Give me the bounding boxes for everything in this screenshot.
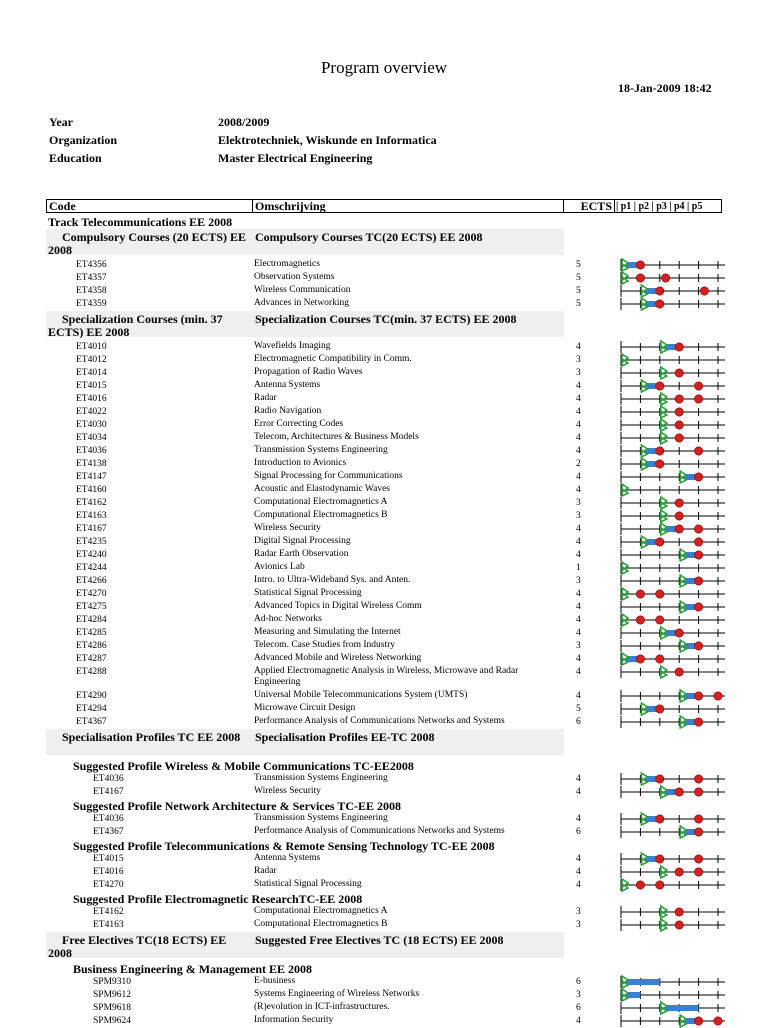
exam-dot-icon bbox=[675, 868, 683, 876]
course-code: ET4367 bbox=[76, 717, 107, 727]
course-ects: 4 bbox=[576, 420, 581, 430]
course-code: ET4010 bbox=[76, 342, 107, 352]
course-ects: 4 bbox=[576, 433, 581, 443]
course-code: ET4016 bbox=[76, 394, 107, 404]
exam-dot-icon bbox=[694, 855, 702, 863]
exam-dot-icon bbox=[694, 775, 702, 783]
course-description: Information Security bbox=[254, 1015, 334, 1025]
exam-dot-icon bbox=[661, 274, 669, 282]
period-schedule bbox=[617, 366, 725, 380]
period-schedule bbox=[617, 574, 725, 588]
period-schedule bbox=[617, 297, 725, 311]
period-schedule bbox=[617, 702, 725, 716]
course-description: Acoustic and Elastodynamic Waves bbox=[254, 484, 390, 494]
group-description: Compulsory Courses TC(20 ECTS) EE 2008 bbox=[255, 230, 483, 244]
period-schedule bbox=[617, 258, 725, 272]
group-label: Specialization Courses (min. 37 ECTS) EE 2008 bbox=[48, 312, 223, 339]
exam-dot-icon bbox=[675, 369, 683, 377]
exam-dot-icon bbox=[636, 261, 644, 269]
exam-dot-icon bbox=[694, 473, 702, 481]
exam-dot-icon bbox=[675, 343, 683, 351]
course-code: ET4147 bbox=[76, 472, 107, 482]
course-description: Avionics Lab bbox=[254, 562, 305, 572]
exam-dot-icon bbox=[656, 287, 664, 295]
period-schedule bbox=[617, 284, 725, 298]
exam-dot-icon bbox=[675, 629, 683, 637]
period-schedule bbox=[617, 613, 725, 627]
course-code: ET4015 bbox=[93, 854, 124, 864]
course-description: Signal Processing for Communications bbox=[254, 471, 403, 481]
course-code: ET4275 bbox=[76, 602, 107, 612]
period-schedule bbox=[617, 379, 725, 393]
course-description: Computational Electromagnetics B bbox=[254, 919, 388, 929]
exam-dot-icon bbox=[694, 395, 702, 403]
course-row bbox=[46, 716, 722, 729]
course-description: Performance Analysis of Communications Networks and Systems bbox=[254, 826, 505, 836]
course-code: ET4030 bbox=[76, 420, 107, 430]
course-description: Advances in Networking bbox=[254, 298, 349, 308]
course-description: Wavefields Imaging bbox=[254, 341, 331, 351]
period-schedule bbox=[617, 496, 725, 510]
course-code: ET4357 bbox=[76, 273, 107, 283]
group-description: Specialization Courses TC(min. 37 ECTS) EE 2008 bbox=[255, 312, 517, 326]
period-schedule bbox=[617, 522, 725, 536]
course-group-heading bbox=[46, 229, 564, 255]
period-schedule bbox=[617, 689, 725, 703]
track-heading: Track Telecommunications EE 2008 bbox=[48, 215, 233, 229]
course-description: Propagation of Radio Waves bbox=[254, 367, 363, 377]
period-schedule bbox=[617, 561, 725, 575]
period-schedule bbox=[617, 1001, 725, 1015]
course-ects: 4 bbox=[576, 615, 581, 625]
course-code: ET4034 bbox=[76, 433, 107, 443]
course-ects: 4 bbox=[576, 446, 581, 456]
course-description: Performance Analysis of Communications Networks and Systems bbox=[254, 716, 505, 726]
course-ects: 3 bbox=[576, 576, 581, 586]
meta-label: Organization bbox=[49, 133, 117, 147]
course-ects: 5 bbox=[576, 704, 581, 714]
course-description: Statistical Signal Processing bbox=[254, 588, 362, 598]
course-code: SPM9624 bbox=[93, 1016, 132, 1026]
course-code: ET4240 bbox=[76, 550, 107, 560]
course-group-heading bbox=[46, 311, 564, 337]
course-ects: 2 bbox=[576, 459, 581, 469]
exam-dot-icon bbox=[656, 775, 664, 783]
course-ects: 4 bbox=[576, 537, 581, 547]
period-schedule bbox=[617, 271, 725, 285]
course-code: ET4012 bbox=[76, 355, 107, 365]
course-ects: 4 bbox=[576, 880, 581, 890]
exam-dot-icon bbox=[656, 881, 664, 889]
course-description: Radio Navigation bbox=[254, 406, 322, 416]
course-description: Electromagnetic Compatibility in Comm. bbox=[254, 354, 412, 364]
exam-dot-icon bbox=[694, 382, 702, 390]
meta-value: Elektrotechniek, Wiskunde en Informatica bbox=[218, 133, 437, 147]
exam-dot-icon bbox=[700, 287, 708, 295]
course-ects: 4 bbox=[576, 867, 581, 877]
exam-dot-icon bbox=[675, 499, 683, 507]
course-code: ET4286 bbox=[76, 641, 107, 651]
course-code: ET4235 bbox=[76, 537, 107, 547]
course-ects: 4 bbox=[576, 472, 581, 482]
course-code: ET4162 bbox=[76, 498, 107, 508]
exam-dot-icon bbox=[675, 395, 683, 403]
exam-dot-icon bbox=[656, 815, 664, 823]
course-ects: 4 bbox=[576, 381, 581, 391]
exam-dot-icon bbox=[694, 551, 702, 559]
course-code: SPM9612 bbox=[93, 990, 132, 1000]
exam-dot-icon bbox=[656, 382, 664, 390]
group-label: Free Electives TC(18 ECTS) EE 2008 bbox=[48, 933, 227, 960]
meta-value: 2008/2009 bbox=[218, 115, 270, 129]
exam-dot-icon bbox=[675, 512, 683, 520]
period-schedule bbox=[617, 600, 725, 614]
course-code: ET4359 bbox=[76, 299, 107, 309]
profile-heading: Suggested Profile Telecommunications & Remote Sensing Technology TC-EE 2008 bbox=[73, 839, 495, 853]
exam-dot-icon bbox=[694, 525, 702, 533]
period-schedule bbox=[617, 418, 725, 432]
course-description: Radar bbox=[254, 866, 277, 876]
course-description: Computational Electromagnetics A bbox=[254, 497, 388, 507]
exam-dot-icon bbox=[656, 538, 664, 546]
course-ects: 4 bbox=[576, 691, 581, 701]
col-ects-header: ECTS bbox=[563, 199, 615, 213]
course-description: Telecom, Architectures & Business Models bbox=[254, 432, 419, 442]
course-ects: 3 bbox=[576, 511, 581, 521]
period-schedule bbox=[617, 405, 725, 419]
exam-dot-icon bbox=[656, 447, 664, 455]
course-row bbox=[46, 1015, 722, 1028]
course-description: Intro. to Ultra-Wideband Sys. and Anten. bbox=[254, 575, 411, 585]
profile-heading: Business Engineering & Management EE 2008 bbox=[73, 962, 313, 976]
course-description: Error Correcting Codes bbox=[254, 419, 344, 429]
course-ects: 4 bbox=[576, 485, 581, 495]
period-schedule bbox=[617, 905, 725, 919]
exam-dot-icon bbox=[714, 692, 722, 700]
exam-dot-icon bbox=[675, 408, 683, 416]
exam-dot-icon bbox=[656, 705, 664, 713]
exam-dot-icon bbox=[656, 616, 664, 624]
course-ects: 6 bbox=[576, 827, 581, 837]
course-description: Computational Electromagnetics B bbox=[254, 510, 388, 520]
course-code: ET4285 bbox=[76, 628, 107, 638]
course-code: ET4167 bbox=[93, 787, 124, 797]
period-schedule bbox=[617, 918, 725, 932]
course-code: ET4294 bbox=[76, 704, 107, 714]
course-description: Computational Electromagnetics A bbox=[254, 906, 388, 916]
course-ects: 4 bbox=[576, 628, 581, 638]
exam-dot-icon bbox=[694, 828, 702, 836]
course-ects: 4 bbox=[576, 524, 581, 534]
profile-heading: Suggested Profile Electromagnetic ResearchTC-EE 2008 bbox=[73, 892, 363, 906]
col-description-header: Omschrijving bbox=[252, 199, 564, 213]
course-code: ET4287 bbox=[76, 654, 107, 664]
meta-value: Master Electrical Engineering bbox=[218, 151, 373, 165]
course-description: Statistical Signal Processing bbox=[254, 879, 362, 889]
course-description: Ad-hoc Networks bbox=[254, 614, 322, 624]
course-code: ET4015 bbox=[76, 381, 107, 391]
course-code: ET4290 bbox=[76, 691, 107, 701]
course-code: ET4284 bbox=[76, 615, 107, 625]
exam-dot-icon bbox=[636, 590, 644, 598]
course-ects: 5 bbox=[576, 273, 581, 283]
course-code: ET4358 bbox=[76, 286, 107, 296]
period-schedule bbox=[617, 975, 725, 989]
exam-dot-icon bbox=[694, 642, 702, 650]
group-description: Suggested Free Electives TC (18 ECTS) EE 2008 bbox=[255, 933, 504, 947]
exam-dot-icon bbox=[656, 300, 664, 308]
course-row bbox=[46, 919, 722, 932]
exam-dot-icon bbox=[636, 881, 644, 889]
exam-dot-icon bbox=[694, 718, 702, 726]
course-description: Transmission Systems Engineering bbox=[254, 813, 388, 823]
course-code: ET4022 bbox=[76, 407, 107, 417]
course-description: Wireless Security bbox=[254, 523, 321, 533]
period-schedule bbox=[617, 865, 725, 879]
course-description: E-business bbox=[254, 976, 296, 986]
course-code: SPM9310 bbox=[93, 977, 132, 987]
exam-dot-icon bbox=[675, 788, 683, 796]
period-schedule bbox=[617, 587, 725, 601]
profile-heading: Suggested Profile Network Architecture & Services TC-EE 2008 bbox=[73, 799, 402, 813]
col-code-header: Code bbox=[46, 199, 253, 213]
exam-dot-icon bbox=[636, 274, 644, 282]
exam-dot-icon bbox=[656, 460, 664, 468]
course-description: Wireless Communication bbox=[254, 285, 351, 295]
course-ects: 3 bbox=[576, 498, 581, 508]
course-ects: 6 bbox=[576, 1003, 581, 1013]
course-ects: 4 bbox=[576, 667, 581, 677]
period-schedule bbox=[617, 785, 725, 799]
period-schedule bbox=[617, 772, 725, 786]
course-description: Wireless Security bbox=[254, 786, 321, 796]
course-code: ET4356 bbox=[76, 260, 107, 270]
period-schedule bbox=[617, 483, 725, 497]
course-ects: 3 bbox=[576, 355, 581, 365]
exam-dot-icon bbox=[694, 538, 702, 546]
course-ects: 3 bbox=[576, 907, 581, 917]
course-row bbox=[46, 826, 722, 839]
course-description: Antenna Systems bbox=[254, 853, 321, 863]
course-ects: 3 bbox=[576, 990, 581, 1000]
period-schedule bbox=[617, 509, 725, 523]
course-ects: 4 bbox=[576, 654, 581, 664]
course-description: Electromagnetics bbox=[254, 259, 320, 269]
exam-dot-icon bbox=[694, 868, 702, 876]
course-ects: 6 bbox=[576, 977, 581, 987]
course-code: ET4014 bbox=[76, 368, 107, 378]
period-schedule bbox=[617, 652, 725, 666]
course-description: Antenna Systems bbox=[254, 380, 321, 390]
period-schedule bbox=[617, 878, 725, 892]
course-code: ET4266 bbox=[76, 576, 107, 586]
course-ects: 4 bbox=[576, 602, 581, 612]
exam-dot-icon bbox=[675, 421, 683, 429]
course-code: ET4036 bbox=[93, 814, 124, 824]
course-ects: 4 bbox=[576, 787, 581, 797]
course-description: Observation Systems bbox=[254, 272, 335, 282]
course-code: ET4036 bbox=[76, 446, 107, 456]
period-schedule bbox=[617, 988, 725, 1002]
course-ects: 5 bbox=[576, 299, 581, 309]
course-ects: 4 bbox=[576, 550, 581, 560]
period-schedule bbox=[617, 548, 725, 562]
exam-dot-icon bbox=[675, 921, 683, 929]
exam-dot-icon bbox=[675, 908, 683, 916]
exam-dot-icon bbox=[694, 447, 702, 455]
exam-dot-icon bbox=[694, 603, 702, 611]
period-schedule bbox=[617, 639, 725, 653]
period-schedule bbox=[617, 825, 725, 839]
period-schedule bbox=[617, 444, 725, 458]
exam-dot-icon bbox=[675, 434, 683, 442]
course-code: ET4160 bbox=[76, 485, 107, 495]
course-row bbox=[46, 786, 722, 799]
course-description: Universal Mobile Telecommunications System (UMTS) bbox=[254, 690, 468, 700]
meta-label: Year bbox=[49, 115, 73, 129]
course-code: ET4288 bbox=[76, 667, 107, 677]
course-code: ET4163 bbox=[76, 511, 107, 521]
period-schedule bbox=[617, 812, 725, 826]
exam-dot-icon bbox=[675, 525, 683, 533]
page-title: Program overview bbox=[320, 58, 448, 77]
exam-dot-icon bbox=[694, 577, 702, 585]
generated-datetime: 18-Jan-2009 18:42 bbox=[618, 81, 712, 95]
exam-dot-icon bbox=[656, 590, 664, 598]
course-ects: 4 bbox=[576, 342, 581, 352]
group-description: Specialisation Profiles EE-TC 2008 bbox=[255, 730, 435, 744]
exam-dot-icon bbox=[675, 668, 683, 676]
course-ects: 4 bbox=[576, 1016, 581, 1026]
course-code: ET4270 bbox=[93, 880, 124, 890]
course-code: ET4244 bbox=[76, 563, 107, 573]
course-ects: 1 bbox=[576, 563, 581, 573]
period-schedule bbox=[617, 340, 725, 354]
course-code: ET4367 bbox=[93, 827, 124, 837]
course-code: ET4270 bbox=[76, 589, 107, 599]
course-description: Telecom. Case Studies from Industry bbox=[254, 640, 396, 650]
course-description: (R)evolution in ICT-infrastructures. bbox=[254, 1002, 390, 1012]
group-label: Specialisation Profiles TC EE 2008 bbox=[62, 730, 241, 744]
course-row bbox=[46, 298, 722, 311]
course-row bbox=[46, 666, 722, 690]
exam-dot-icon bbox=[694, 692, 702, 700]
period-schedule bbox=[617, 1014, 725, 1028]
course-description: Advanced Mobile and Wireless Networking bbox=[254, 653, 422, 663]
course-ects: 4 bbox=[576, 774, 581, 784]
course-description: Digital Signal Processing bbox=[254, 536, 351, 546]
period-schedule bbox=[617, 715, 725, 729]
col-periods-header bbox=[614, 199, 722, 213]
course-ects: 3 bbox=[576, 368, 581, 378]
group-label: Compulsory Courses (20 ECTS) EE 2008 bbox=[48, 230, 247, 257]
period-schedule bbox=[617, 535, 725, 549]
meta-label: Education bbox=[49, 151, 102, 165]
course-group-heading bbox=[46, 932, 564, 958]
course-description: Transmission Systems Engineering bbox=[254, 445, 388, 455]
exam-dot-icon bbox=[694, 815, 702, 823]
course-code: ET4016 bbox=[93, 867, 124, 877]
course-description: Transmission Systems Engineering bbox=[254, 773, 388, 783]
period-schedule bbox=[617, 852, 725, 866]
course-description: Microwave Circuit Design bbox=[254, 703, 356, 713]
course-code: ET4167 bbox=[76, 524, 107, 534]
course-description: Introduction to Avionics bbox=[254, 458, 347, 468]
exam-dot-icon bbox=[694, 788, 702, 796]
course-code: ET4163 bbox=[93, 920, 124, 930]
exam-dot-icon bbox=[656, 855, 664, 863]
course-description: Radar Earth Observation bbox=[254, 549, 349, 559]
course-description: Advanced Topics in Digital Wireless Comm bbox=[254, 601, 422, 611]
exam-dot-icon bbox=[636, 655, 644, 663]
period-schedule bbox=[617, 431, 725, 445]
course-description: Radar bbox=[254, 393, 277, 403]
course-ects: 4 bbox=[576, 407, 581, 417]
course-ects: 3 bbox=[576, 920, 581, 930]
exam-dot-icon bbox=[636, 616, 644, 624]
course-code: ET4138 bbox=[76, 459, 107, 469]
period-schedule bbox=[617, 392, 725, 406]
period-schedule bbox=[617, 665, 725, 679]
course-ects: 5 bbox=[576, 286, 581, 296]
period-schedule bbox=[617, 457, 725, 471]
course-code: ET4036 bbox=[93, 774, 124, 784]
course-description: Measuring and Simulating the Internet bbox=[254, 627, 401, 637]
course-description: Systems Engineering of Wireless Networks bbox=[254, 989, 420, 999]
period-schedule bbox=[617, 470, 725, 484]
course-ects: 5 bbox=[576, 260, 581, 270]
course-ects: 6 bbox=[576, 717, 581, 727]
period-schedule bbox=[617, 353, 725, 367]
course-ects: 4 bbox=[576, 394, 581, 404]
exam-dot-icon bbox=[656, 655, 664, 663]
course-ects: 4 bbox=[576, 854, 581, 864]
course-group-heading bbox=[46, 729, 564, 755]
period-schedule bbox=[617, 626, 725, 640]
course-row bbox=[46, 879, 722, 892]
period-labels: | p1 | p2 | p3 | p4 | p5 bbox=[616, 201, 703, 212]
course-ects: 4 bbox=[576, 814, 581, 824]
course-description: Applied Electromagnetic Analysis in Wireless, Microwave and Radar Engineering bbox=[254, 666, 519, 687]
table-header bbox=[46, 199, 722, 214]
course-ects: 4 bbox=[576, 589, 581, 599]
course-code: ET4162 bbox=[93, 907, 124, 917]
course-ects: 3 bbox=[576, 641, 581, 651]
course-code: SPM9618 bbox=[93, 1003, 132, 1013]
profile-heading: Suggested Profile Wireless & Mobile Communications TC-EE2008 bbox=[73, 759, 414, 773]
